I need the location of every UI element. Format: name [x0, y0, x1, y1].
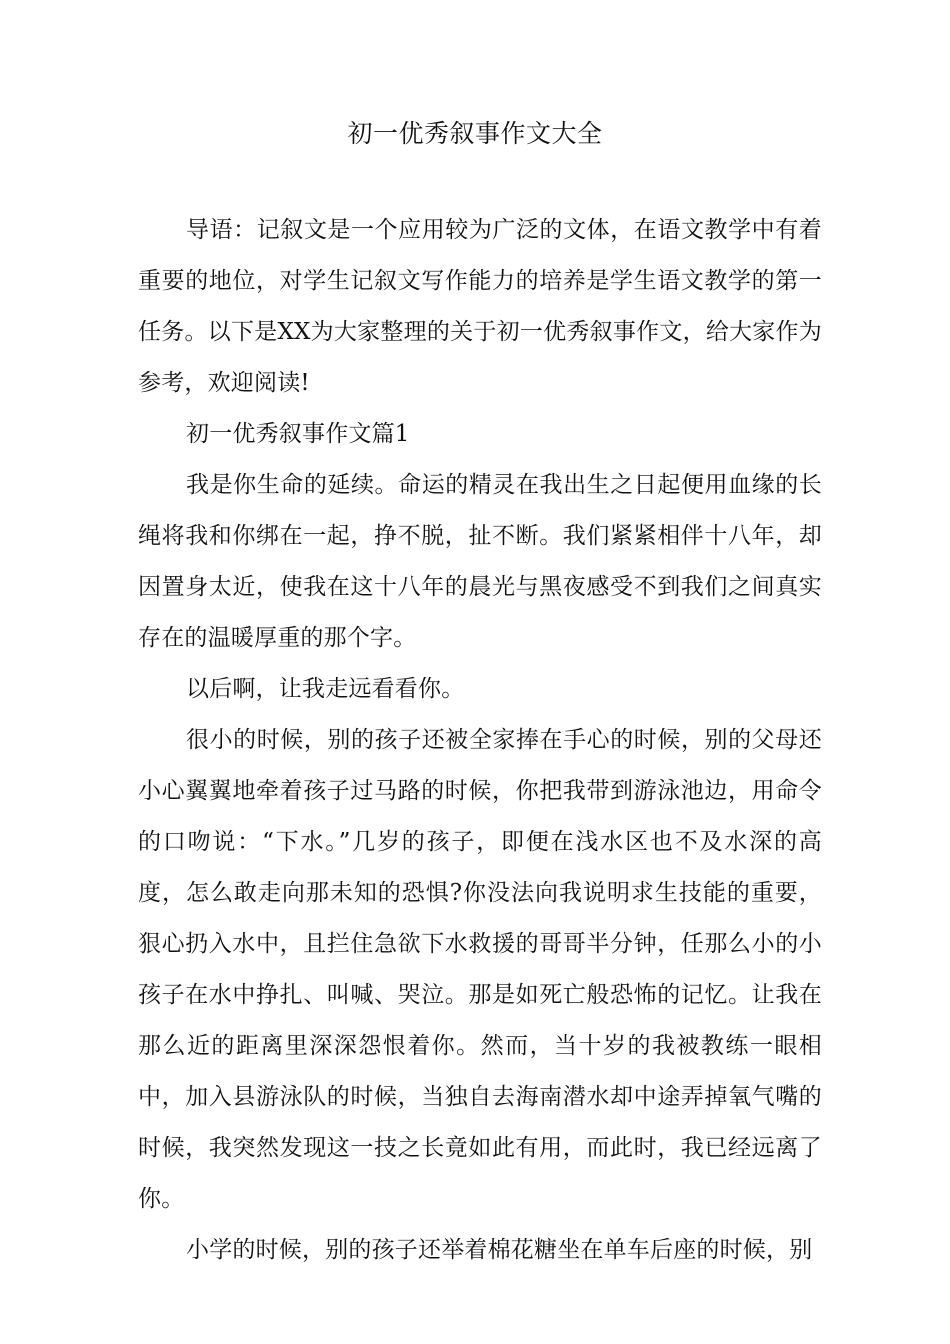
intro-paragraph: 导语：记叙文是一个应用较为广泛的文体，在语文教学中有着重要的地位，对学生记叙文写作能力的培养是学生语文教学的第一任务。以下是XX为大家整理的关于初一优秀叙事作文，给大家作为参考，欢迎阅读! — [138, 217, 822, 396]
document-title: 初一优秀叙事作文大全 — [347, 119, 603, 148]
section-heading: 初一优秀叙事作文篇1 — [186, 421, 410, 447]
body-paragraph: 我是你生命的延续。命运的精灵在我出生之日起便用血缘的长绳将我和你绑在一起，挣不脱，扯不断。我们紧紧相伴十八年，却因置身太近，使我在这十八年的晨光与黑夜感受不到我们之间真实存在的温暖厚重的那个字。 — [138, 472, 822, 651]
body-paragraph: 很小的时候，别的孩子还被全家捧在手心的时候，别的父母还小心翼翼地牵着孩子过马路的时候，你把我带到游泳池边，用命令的口吻说：“下水。”几岁的孩子，即便在浅水区也不及水深的高度，怎么敢走向那未知的恐惧?你没法向我说明求生技能的重要，狠心扔入水中，且拦住急欲下水救援的哥哥半分钟，任那么小的小孩子在水中挣扎、叫喊、哭泣。那是如死亡般恐怖的记忆。让我在那么近的距离里深深怨恨着你。然而，当十岁的我被教练一眼相中，加入县游泳队的时候，当独自去海南潜水却中途弄掉氧气嘴的时候，我突然发现这一技之长竟如此有用，而此时，我已经远离了你。 — [138, 727, 822, 1212]
document-body — [138, 205, 822, 1276]
body-paragraph: 小学的时候，别的孩子还举着棉花糖坐在单车后座的时候，别 — [186, 1237, 813, 1263]
body-paragraph: 以后啊，让我走远看看你。 — [186, 676, 465, 702]
